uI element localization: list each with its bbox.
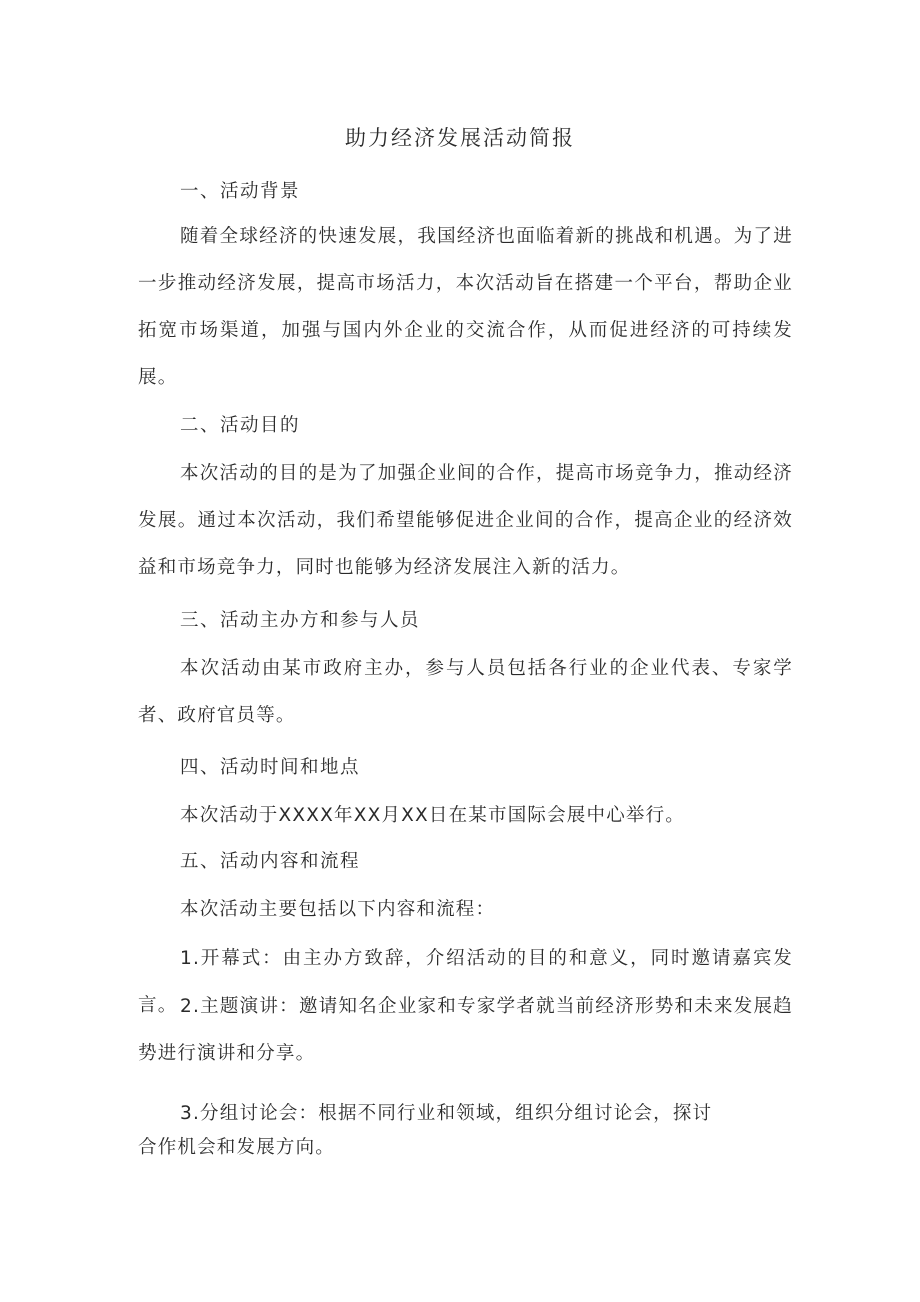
section-heading-organizers: 三、活动主办方和参与人员 xyxy=(180,610,421,631)
list-item-keynote: 2.主题演讲：邀请知名企业家和专家学者就当前经济形势和未来发展趋势进行演讲和分享。 xyxy=(138,996,793,1064)
section-heading-purpose: 二、活动目的 xyxy=(180,415,301,436)
document-title: 助力经济发展活动简报 xyxy=(345,126,575,150)
list-item-breakout-line1: 3.分组讨论会：根据不同行业和领域，组织分组讨论会，探讨 xyxy=(180,1103,713,1124)
list-item-opening: 1.开幕式：由主办方致辞，介绍活动的目的和意义，同时邀请嘉宾发言。 xyxy=(138,948,793,1016)
paragraph-time-place: 本次活动于XXXX年XX月XX日在某市国际会展中心举行。 xyxy=(180,805,685,826)
paragraph-organizers: 本次活动由某市政府主办，参与人员包括各行业的企业代表、专家学者、政府官员等。 xyxy=(138,658,793,726)
section-heading-content: 五、活动内容和流程 xyxy=(180,851,361,872)
paragraph-purpose: 本次活动的目的是为了加强企业间的合作，提高市场竞争力，推动经济发展。通过本次活动，我们希望能够促进企业间的合作，提高企业的经济效益和市场竞争力，同时也能够为经济发展注入新的活力。 xyxy=(138,463,793,578)
paragraph-background: 随着全球经济的快速发展，我国经济也面临着新的挑战和机遇。为了进一步推动经济发展，提高市场活力，本次活动旨在搭建一个平台，帮助企业拓宽市场渠道，加强与国内外企业的交流合作，从而促进经济的可持续发展。 xyxy=(138,226,793,388)
list-item-breakout-line2: 合作机会和发展方向。 xyxy=(138,1137,336,1158)
section-heading-time-place: 四、活动时间和地点 xyxy=(180,757,361,778)
section-heading-background: 一、活动背景 xyxy=(180,181,301,202)
paragraph-content-intro: 本次活动主要包括以下内容和流程： xyxy=(180,899,496,920)
